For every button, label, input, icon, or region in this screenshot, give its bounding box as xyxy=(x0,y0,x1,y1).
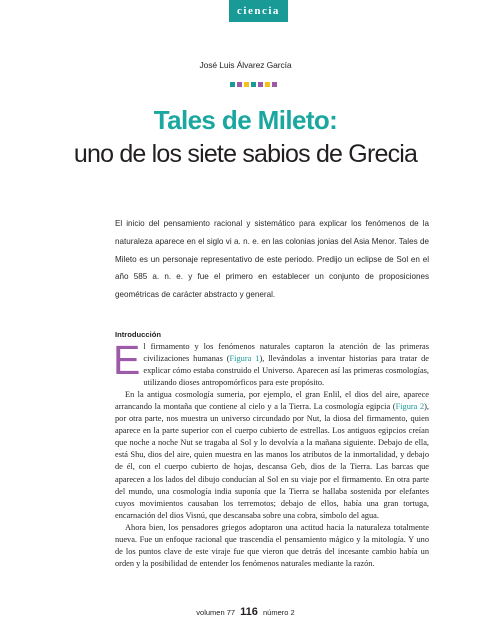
decorative-dots xyxy=(230,82,277,87)
decorative-square xyxy=(244,82,249,87)
body-text: l firmamento y los fenómenos naturales captaron la atención de las primeras civilizaciones humanas ( xyxy=(143,342,429,364)
body-text: ), llevándolas a inventar historias para tratar de explicar cómo estaba construido el Universo. Aparecen así las primeras cosmologías, utilizando dioses antropomórficos para este propósito. xyxy=(143,354,429,388)
body-text: ), por otra parte, nos muestra un universo circundado por Nut, la diosa del firmamento, quien aparece en la parte superior con el cuerpo cubierto de estrellas. Los antiguos egipcios creían que noche a noche Nut se tragaba al Sol y lo devolvía a la mañana siguiente. Debajo de ella, está Shu, dios del aire, quien muestra en las manos los atributos de la inmortalidad, y debajo de él, con el cuerpo cubierto de hojas, descansa Geb, dios de la Tierra. Las barcas que aparecen a los lados del dibujo conducían al Sol en su viaje por el firmamento. En otra parte del mundo, una cosmología india suponía que la Tierra se hallaba sostenida por elefantes cuyos movimientos causaban los terremotos; debajo de ellos, había una gran tortuga, encarnación del dios Visnú, que descansaba sobre una cobra, símbolo del agua. xyxy=(115,402,429,520)
decorative-square xyxy=(230,82,235,87)
figure-reference[interactable]: Figura 2 xyxy=(395,402,425,412)
issue-label: número 2 xyxy=(263,608,295,617)
decorative-square xyxy=(251,82,256,87)
abstract-paragraph: El inicio del pensamiento racional y sistemático para explicar los fenómenos de la naturaleza aparece en el siglo vi a. n. e. en las colonias jonias del Asia Menor. Tales de Mileto es un personaje representativo de este periodo. Predijo un eclipse de Sol en el año 585 a. n. e. y fue el primero en establecer un conjunto de proposiciones geométricas de carácter abstracto y general. xyxy=(115,219,429,300)
decorative-square xyxy=(237,82,242,87)
article-subtitle: uno de los siete sabios de Grecia xyxy=(73,140,418,168)
article-title: Tales de Mileto: xyxy=(153,105,338,135)
volume-label: volumen 77 xyxy=(196,608,236,617)
decorative-square xyxy=(272,82,277,87)
section-label-bar xyxy=(229,0,288,22)
body-paragraph xyxy=(113,337,429,389)
body-paragraph: Ahora bien, los pensadores griegos adoptaron una actitud hacia la naturaleza totalmente nueva. Fue un enfoque racional que trascendía el pensamiento mágico y la mitología. Y uno de los puntos clave de este viraje fue que vieron que detrás del incesante cambio había un orden y la posibilidad de entender los fenómenos naturales mediante la razón. xyxy=(115,522,429,568)
article-body xyxy=(113,337,429,570)
decorative-square xyxy=(258,82,263,87)
page-footer xyxy=(0,606,491,618)
drop-cap: E xyxy=(113,337,141,383)
body-text: En la antigua cosmología sumeria, por ejemplo, el gran Enlil, el dios del aire, aparece arrancando la montaña que contiene al cielo y a la Tierra. La cosmología egipcia ( xyxy=(115,390,429,412)
page-number: 116 xyxy=(240,606,258,618)
author-name: José Luis Álvarez García xyxy=(199,60,292,70)
figure-reference[interactable]: Figura 1 xyxy=(229,354,260,364)
section-heading: Introducción xyxy=(115,330,161,339)
section-label: ciencia xyxy=(237,5,280,17)
decorative-square xyxy=(265,82,270,87)
body-paragraph xyxy=(115,389,429,522)
